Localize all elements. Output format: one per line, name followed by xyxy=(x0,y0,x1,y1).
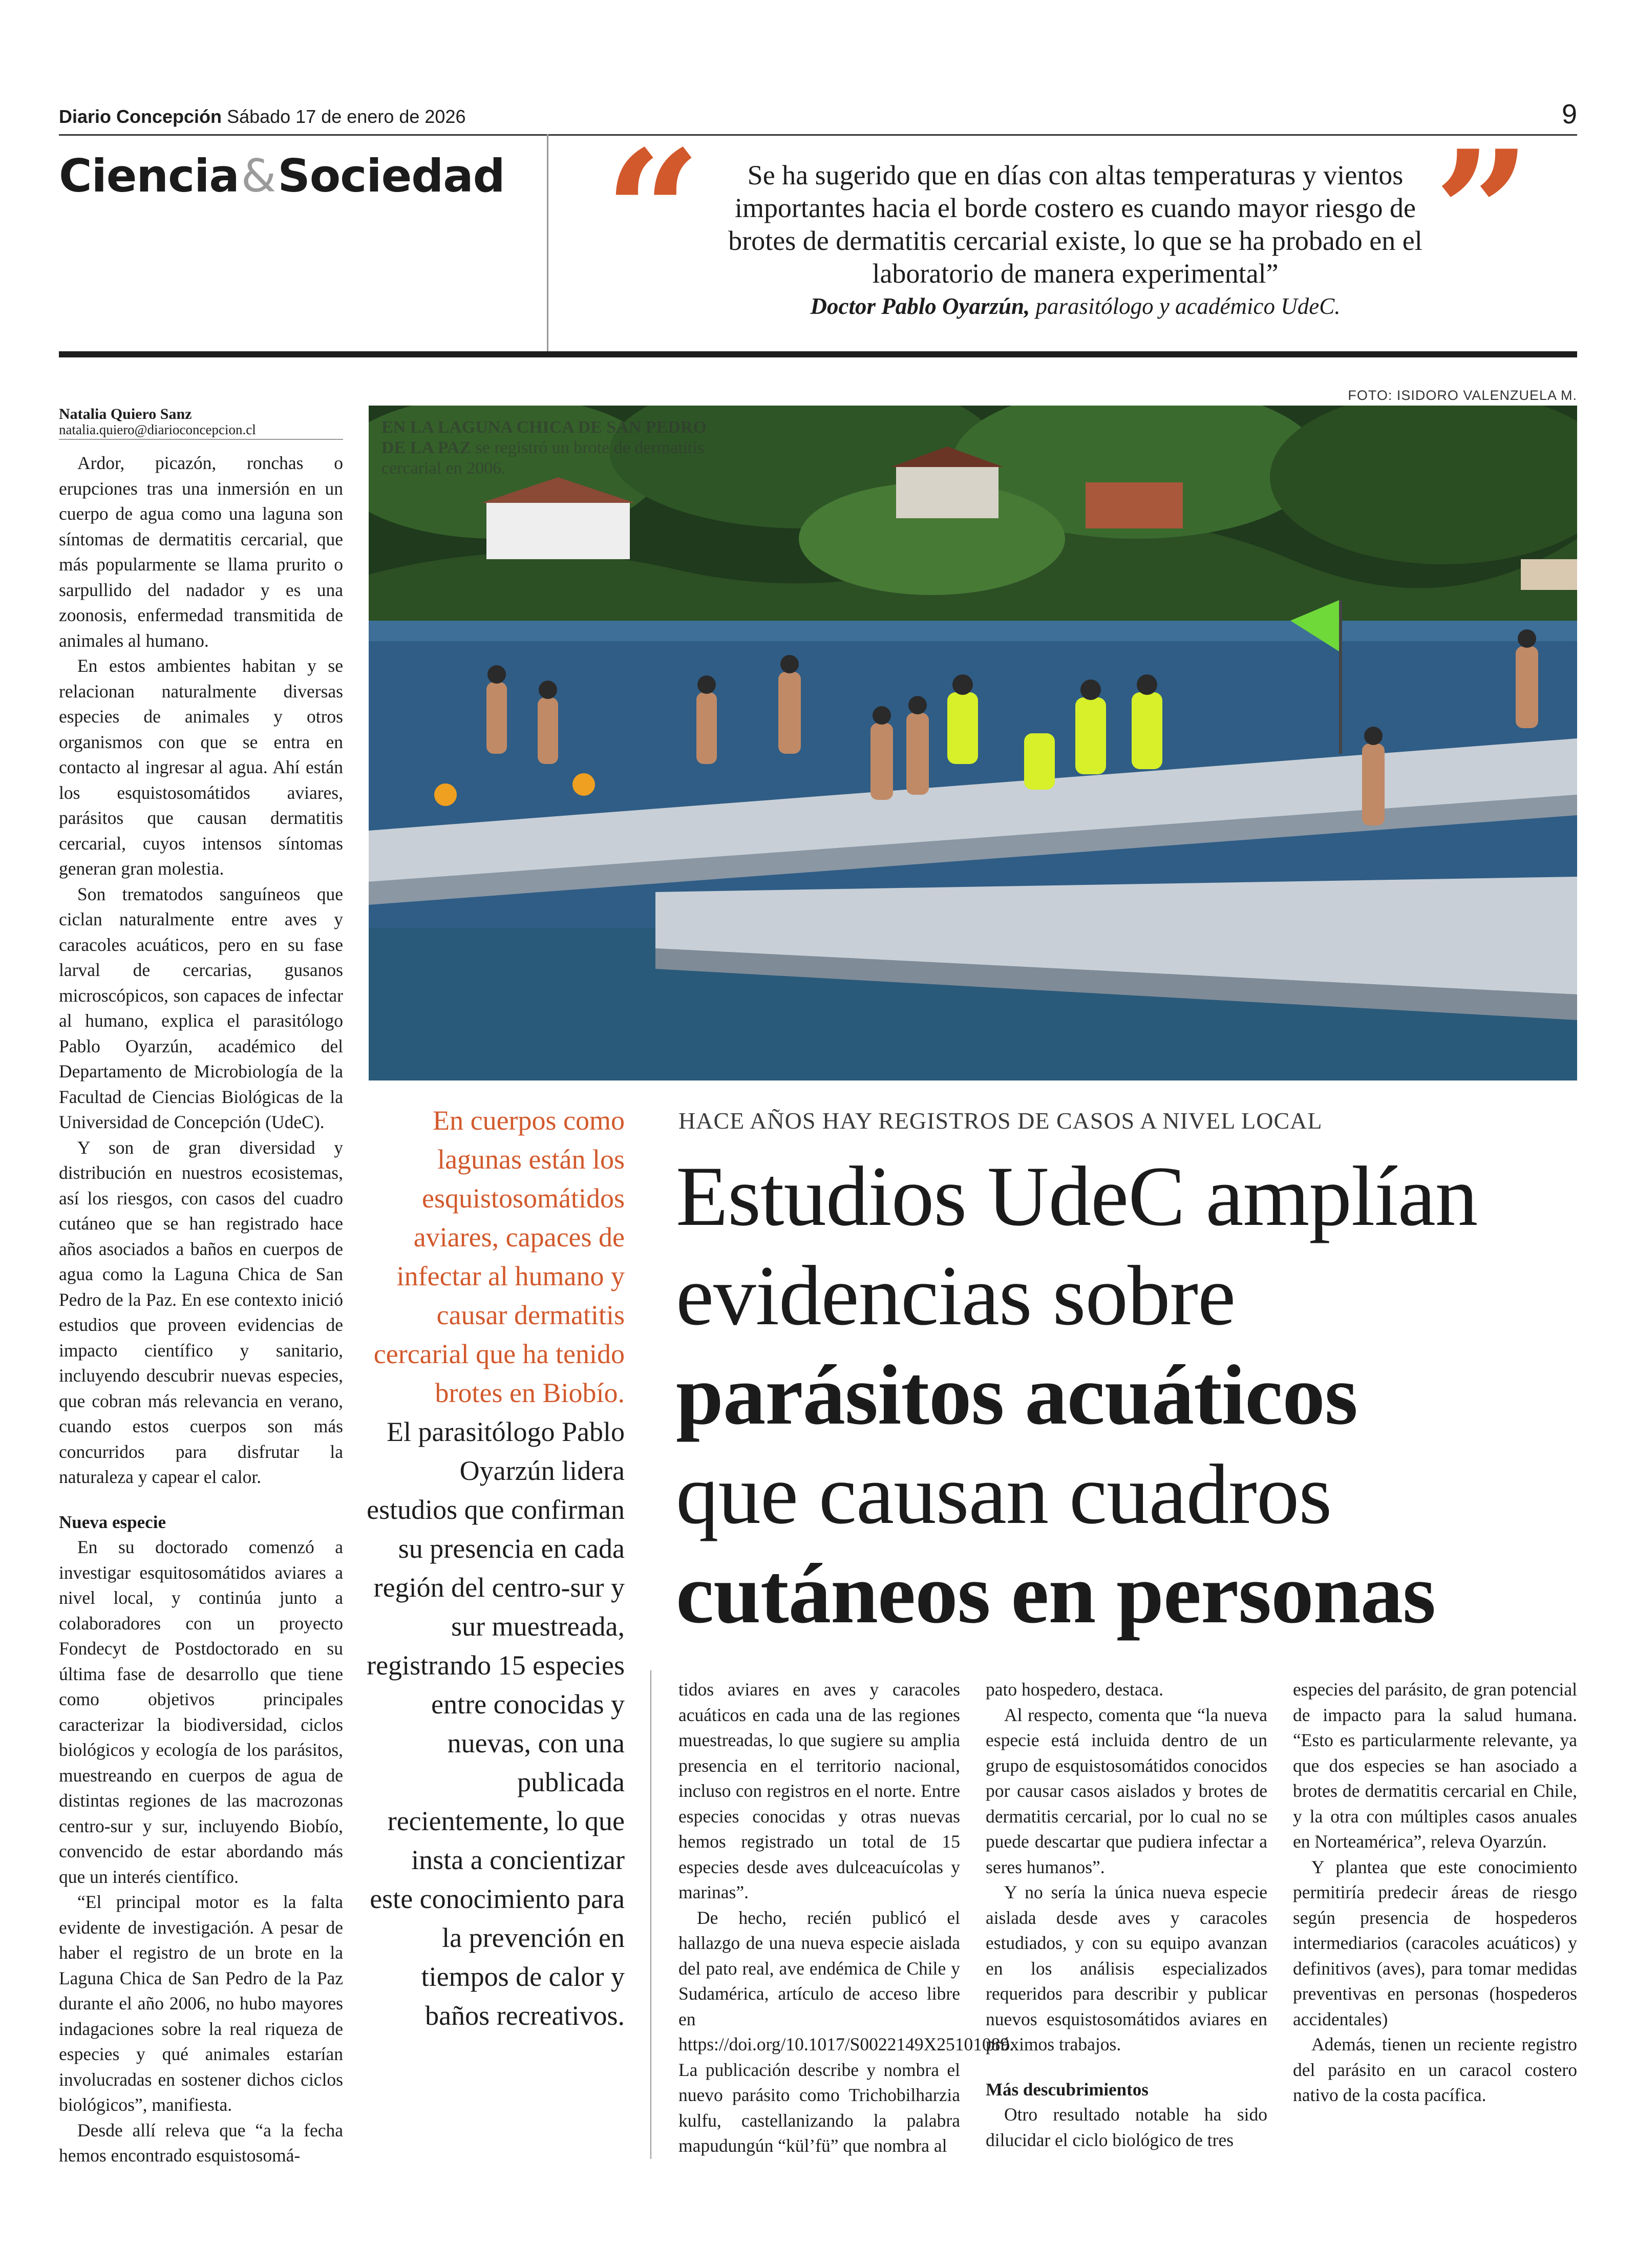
paragraph: Y son de gran diversidad y distribución en nuestros ecosistemas, así los riesgos, con casos del cuadro cutáneo que se han registrado hace años asociados a baños en cuerpos de agua como la Laguna Chica de San Pedro de la Paz. En ese contexto inició estudios que proveen evidencias de impacto científico y sanitario, incluyendo descubrir nuevas especies, que cobran más relevancia en verano, cuando estos cuerpos son más concurridos para disfrutar la naturaleza y capear el calor. xyxy=(59,1137,343,1487)
headline-kicker: HACE AÑOS HAY REGISTROS DE CASOS A NIVEL LOCAL xyxy=(678,1108,1323,1134)
byline-email: natalia.quiero@diarioconcepcion.cl xyxy=(59,422,256,437)
article-column-2 xyxy=(678,1677,1014,2159)
section-title: Ciencia&Sociedad xyxy=(59,150,505,202)
headline xyxy=(676,1147,1587,1644)
headline-line-3: parásitos acuáticos xyxy=(676,1348,1357,1443)
photo-caption: EN LA LAGUNA CHICA DE SAN PEDRO DE LA PAZ se registró un brote de dermatitis cercarial en 2006. xyxy=(381,418,707,478)
paragraph: “El principal motor es la falta evidente de investigación. A pesar de haber el registro de un brote en la Laguna Chica de San Pedro de la Paz durante el año 2006, no hubo mayores indagaciones sobre la real riqueza de especies y qué animales estarían involucradas en sostener dichos ciclos biológicos”, manifiesta. xyxy=(59,1892,343,2115)
paragraph: Y no sería la única nueva especie aislada desde aves y caracoles estudiados, y con su equipo avanzan en los análisis especializados requeridos para describir y publicar nuevos esquistosomátidos aviares en próximos trabajos. xyxy=(986,1882,1267,2054)
paragraph: especies del parásito, de gran potencial de impacto para la salud humana. “Esto es particularmente relevante, ya que dos especies se han asociado a brotes de dermatitis cercarial en Chile, y la otra con múltiples casos anuales en Norteamérica”, releva Oyarzún. xyxy=(1293,1679,1577,1852)
featured-quote: Se ha sugerido que en días con altas temperaturas y vientos importantes hacia el borde costero es cuando mayor riesgo de brotes de dermatitis cercarial existe, lo que se ha probado en el laboratorio de manera experimental” xyxy=(728,160,1422,289)
paragraph: pato hospedero, destaca. xyxy=(986,1679,1163,1700)
byline-divider xyxy=(59,439,343,440)
paragraph: Y plantea que este conocimiento permitiría predecir áreas de riesgo según presencia de hospederos intermediarios (caracoles acuáticos) y definitivos (aves), para tomar medidas preventivas en personas (hospederos accidentales) xyxy=(1293,1856,1577,2029)
article-column-3 xyxy=(986,1677,1267,2153)
subheading: Más descubrimientos xyxy=(986,2079,1149,2100)
paragraph: Son trematodos sanguíneos que ciclan naturalmente entre aves y caracoles acuáticos, pero en su fase larval de cercarias, gusanos microscópicos, son capaces de infectar al humano, explica el parasitólogo Pablo Oyarzún, académico del Departamento de Microbiología de la Facultad de Ciencias Biológicas de la Universidad de Concepción (UdeC). xyxy=(59,883,343,1132)
paragraph: tidos aviares en aves y caracoles acuáticos en cada una de las regiones muestreadas, lo que sugiere su amplia presencia en el territorio nacional, incluso con registros en el norte. Entre especies conocidas y otras nuevas hemos registrado un total de 15 especies desde aves dulceacuícolas y marinas”. xyxy=(678,1679,960,1902)
paragraph: Otro resultado notable ha sido dilucidar el ciclo biológico de tres xyxy=(986,2104,1267,2150)
header-thick-rule xyxy=(59,351,1577,357)
lagoon-photo xyxy=(369,406,1577,1080)
lagoon-photo-illustration xyxy=(369,406,1577,1080)
article-column-4 xyxy=(1293,1677,1577,2108)
masthead-line xyxy=(59,106,465,128)
paragraph: Además, tienen un reciente registro del parásito en un caracol costero nativo de la costa pacífica. xyxy=(1293,2034,1577,2105)
subheading: Nueva especie xyxy=(59,1512,166,1532)
page-number: 9 xyxy=(1561,99,1577,130)
paragraph: Al respecto, comenta que “la nueva especie está incluida dentro de un grupo de esquistosomátidos conocidos por causar casos aislados y brotes de dermatitis cercarial, por lo cual no se puede descartar que pudiera infectar a seres humanos”. xyxy=(986,1704,1267,1877)
close-quote-mark: ” xyxy=(1434,113,1531,312)
photo-credit: FOTO: ISIDORO VALENZUELA M. xyxy=(1348,388,1577,403)
pull-quote xyxy=(366,1101,625,2035)
headline-line-2: evidencias sobre xyxy=(676,1248,1236,1343)
paragraph: En su doctorado comenzó a investigar esquitosomátidos aviares a nivel local, y continúa junto a colaboradores con un proyecto Fondecyt de Postdoctorado en su última fase de desarrollo que tiene como objetivos principales caracterizar la biodiversidad, ciclos biológicos y ecología de los parásitos, muestreando en cuerpos de agua de distintas regiones de las macrozonas centro-sur y sur, incluyendo Biobío, convencido de estar abordando más que un interés científico. xyxy=(59,1537,343,1887)
open-quote-mark: “ xyxy=(604,113,702,312)
headline-line-1: Estudios UdeC amplían xyxy=(676,1149,1478,1244)
pull-quote-summary: El parasitólogo Pablo Oyarzún lidera estudios que confirman su presencia en cada región del centro-sur y sur muestreada, registrando 15 especies entre conocidas y nuevas, con una publicada recientemente, lo que insta a concientizar este conocimiento para la prevención en tiempos de calor y baños recreativos. xyxy=(367,1416,625,2031)
quote-attribution: Doctor Pablo Oyarzún, parasitólogo y académico UdeC. xyxy=(810,293,1341,319)
headline-line-4: que causan cuadros xyxy=(676,1447,1332,1542)
byline-name: Natalia Quiero Sanz xyxy=(59,406,192,422)
paragraph: Ardor, picazón, ronchas o erupciones tras una inmersión en un cuerpo de agua como una laguna son síntomas de dermatitis cercarial, que más popularmente se llama prurito o sarpullido del nadador y es una zoonosis, enfermedad transmitida de animales al humano. xyxy=(59,453,343,651)
pull-quote-highlight: En cuerpos como lagunas están los esquistosomátidos aviares, capaces de infectar al humano y causar dermatitis cercarial que ha tenido brotes en Biobío. xyxy=(373,1105,625,1408)
paragraph: En estos ambientes habitan y se relacionan naturalmente diversas especies de animales y otros organismos con que se entra en contacto al ingresar al agua. Ahí están los esquistosomátidos aviares, parásitos que causan dermatitis cercarial, cuyos intensos síntomas generan gran molestia. xyxy=(59,655,343,879)
issue-date: Sábado 17 de enero de 2026 xyxy=(227,106,466,127)
paragraph: De hecho, recién publicó el hallazgo de una nueva especie aislada del pato real, ave endémica de Chile y Sudamérica, artículo de acceso libre en https://doi.org/10.1017/S0022149X25101089. La publicación describe y nombra el nuevo parásito como Trichobilharzia kulfu, castellanizando la palabra mapudungún “kül’fü” que nombra al xyxy=(678,1907,1014,2156)
header-vertical-divider xyxy=(547,134,548,353)
paper-name: Diario Concepción xyxy=(59,106,222,127)
headline-line-5: cutáneos en personas xyxy=(676,1546,1436,1641)
paragraph: Desde allí releva que “a la fecha hemos encontrado esquistosomá- xyxy=(59,2119,343,2166)
article-column-1 xyxy=(59,451,343,2169)
header-divider xyxy=(59,134,1577,136)
column-divider xyxy=(650,1670,651,2159)
